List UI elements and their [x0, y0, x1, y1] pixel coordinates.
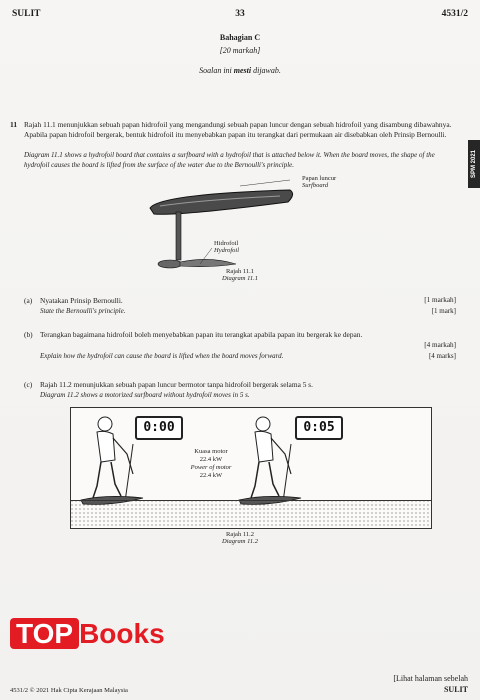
part-c-en: Diagram 11.2 shows a motorized surfboard without hydrofoil moves in 5 s.: [40, 391, 250, 399]
section-marks: [20 markah]: [219, 46, 261, 55]
surfer-start-illustration: [77, 414, 147, 506]
part-b-en: Explain how the hydrofoil can cause the board is lifted when the board moves forward.: [40, 352, 284, 360]
label-surfboard: Papan luncur Surfboard: [302, 175, 337, 189]
footer-copyright: 4531/2 © 2021 Hak Cipta Kerajaan Malaysia: [10, 687, 128, 694]
water-surface: [71, 500, 431, 527]
part-a-mark-en: [1 mark]: [431, 307, 456, 315]
part-a-en: State the Bernoulli's principle.: [40, 307, 126, 315]
stopwatch-end: 0:05: [295, 416, 343, 440]
surfer-end-illustration: [235, 414, 305, 506]
page-number: 33: [235, 9, 245, 19]
question-intro-ms: Rajah 11.1 menunjukkan sebuah papan hidrofoil yang mengandungi sebuah papan luncur dengan sebuah hidrofoil yang disambung dibawahnya. Apabila papan hidrofoil bergerak, bentuk hidrofoil itu menyebabkan papan itu terangkat dari permukaan air disebabkan oleh Prinsip Bernoulli.: [24, 120, 452, 139]
part-b-mark-ms: [4 markah]: [424, 341, 456, 349]
header-left: SULIT: [12, 9, 41, 19]
paper-code: 4531/2: [441, 9, 468, 19]
topbooks-logo: TOP Books: [10, 620, 165, 648]
figure1-caption: Rajah 11.1 Diagram 11.1: [222, 268, 258, 282]
part-b-mark-en: [4 marks]: [428, 352, 456, 360]
part-b-ms: Terangkan bagaimana hidrofoil boleh menyebabkan papan itu terangkat apabila papan itu bergerak ke depan.: [40, 330, 363, 339]
part-c-ms: Rajah 11.2 menunjukkan sebuah papan luncur bermotor tanpa hidrofoil bergerak selama 5 s.: [40, 380, 313, 389]
part-a-ms: Nyatakan Prinsip Bernoulli.: [40, 296, 123, 305]
part-a-letter: (a): [24, 296, 33, 305]
part-a-mark-ms: [1 markah]: [424, 296, 456, 304]
part-c-letter: (c): [24, 380, 33, 389]
stopwatch-start: 0:00: [135, 416, 183, 440]
side-tab: SPM 2021: [468, 140, 480, 188]
figure2-box: [70, 407, 432, 529]
footer-next: [Lihat halaman sebelah SULIT: [393, 674, 468, 694]
part-b-letter: (b): [24, 330, 33, 339]
question-number: 11: [10, 120, 18, 129]
motor-power-label: Kuasa motor 22.4 kW Power of motor 22.4 kW: [190, 448, 232, 479]
hydrofoil-board-illustration: [140, 176, 310, 276]
question-intro-en: Diagram 11.1 shows a hydrofoil board that contains a surfboard with a hydrofoil that is attached below it. When the board moves, the shape of the hydrofoil causes the board is lifted from the surface of the water due to the Bernoulli's principle.: [24, 151, 435, 169]
section-instruction: Soalan ini mesti dijawab.: [199, 66, 281, 75]
figure2-caption: Rajah 11.2 Diagram 11.2: [222, 531, 258, 545]
label-hydrofoil: Hidrofoil Hydrofoil: [214, 240, 240, 254]
section-title: Bahagian C: [219, 33, 261, 42]
